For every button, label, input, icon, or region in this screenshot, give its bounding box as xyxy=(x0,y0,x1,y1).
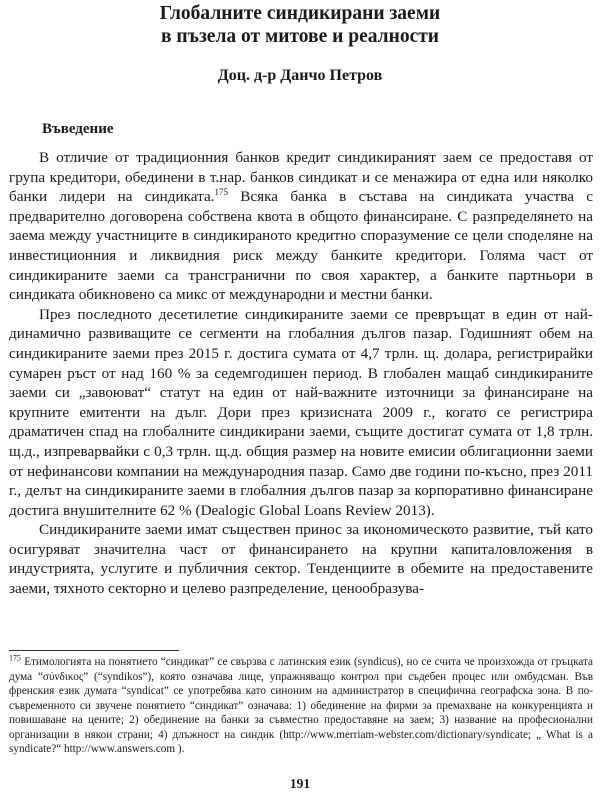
section-heading: Въведение xyxy=(42,121,114,137)
title-line-2: в пъзела от митове и реалности xyxy=(160,26,440,47)
paragraph-text: В отличие от традиционния банков кредит синдикираният заем се предоставя от група кредитори, обединени в т.нар. банков синдикат и се менажира от една или няколко банки лидери на синдиката. xyxy=(9,149,593,206)
paragraph xyxy=(9,148,593,305)
author-name: Доц. д-р Данчо Петров xyxy=(217,67,383,84)
footnote-divider xyxy=(9,650,179,651)
footnote xyxy=(9,655,593,757)
footnote-number: 175 xyxy=(9,653,21,663)
footnote-text: Етимологията на понятието “синдикат” се свързва с латинския език (syndicus), но се счита че произхожда от гръцката дума “σύνδικος” (“syndikos”), която означава лице, упражняващо контрол при съдебен процес или омбудсман. Във френския език думата “syndicat” се употребява като синоним на администратор в специфична географска зона. В по-съвременното си звучене понятието “синдикат” означава: 1) обединение на фирми за премахване на конкуренцията и повишаване на цените; 2) обединение на банки за съвместно предоставяне на заем; 3) название на професионални организации в някои страни; 4) длъжност на синдик (http://www.merriam-webster.com/dictionary/syndicate; „ What is a syndicate?“ http://www.answers.com ). xyxy=(9,656,593,755)
paragraph: През последното десетилетие синдикираните заеми се превръщат в един от най-динамично развиващите се сегменти на глобалния дългов пазар. Годишният обем на синдикираните заеми през 2015 г. достига сумата от 4,7 трлн. щ. долара, регистрирайки сумарен ръст от над 160 % за седемгодишен период. В глобален мащаб синдикираните заеми си „завоюват“ статут на един от най-важните източници за финансиране на крупните емитенти на дълг. Дори през кризисната 2009 г., когато се регистрира драматичен спад на глобалните синдикирани заеми, същите достигат сумата от 1,8 трлн. щ.д., изпреварвайки с 0,3 трлн. щ.д. общия размер на новите емисии облигационни заеми от нефинансови компании на международния пазар. Само две години по-късно, през 2011 г., делът на синдикираните заеми в глобалния дългов пазар за корпоративно финансиране достига внушителните 62 % (Dealogic Global Loans Review 2013). xyxy=(9,305,593,519)
footnote-reference: 175 xyxy=(214,187,228,198)
paragraph: Синдикираните заеми имат съществен принос за икономическото развитие, тъй като осигуряват значителна част от финансирането на крупни капиталовложения в индустрията, услугите и публичния сектор. Тенденциите в обемите на предоставените заеми, тяхното секторно и целево разпределение, ценообразува- xyxy=(9,521,593,598)
document-title xyxy=(40,2,560,48)
paragraph-text: Всяка банка в състава на синдиката участва с предварително договорена собствена квота в общото финансиране. С разпределянето на заема между участниците в синдикираното кредитно споразумение се цели споделяне на инвестиционния и ликвидния риск между банките кредитори. Голяма част от синдикираните заеми са трансгранични по своя характер, а банките партньори в синдиката обикновено са микс от международни и местни банки. xyxy=(9,188,593,304)
title-line-1: Глобалните синдикирани заеми xyxy=(159,3,441,24)
body-text xyxy=(9,148,593,599)
page-number: 191 xyxy=(289,776,311,791)
